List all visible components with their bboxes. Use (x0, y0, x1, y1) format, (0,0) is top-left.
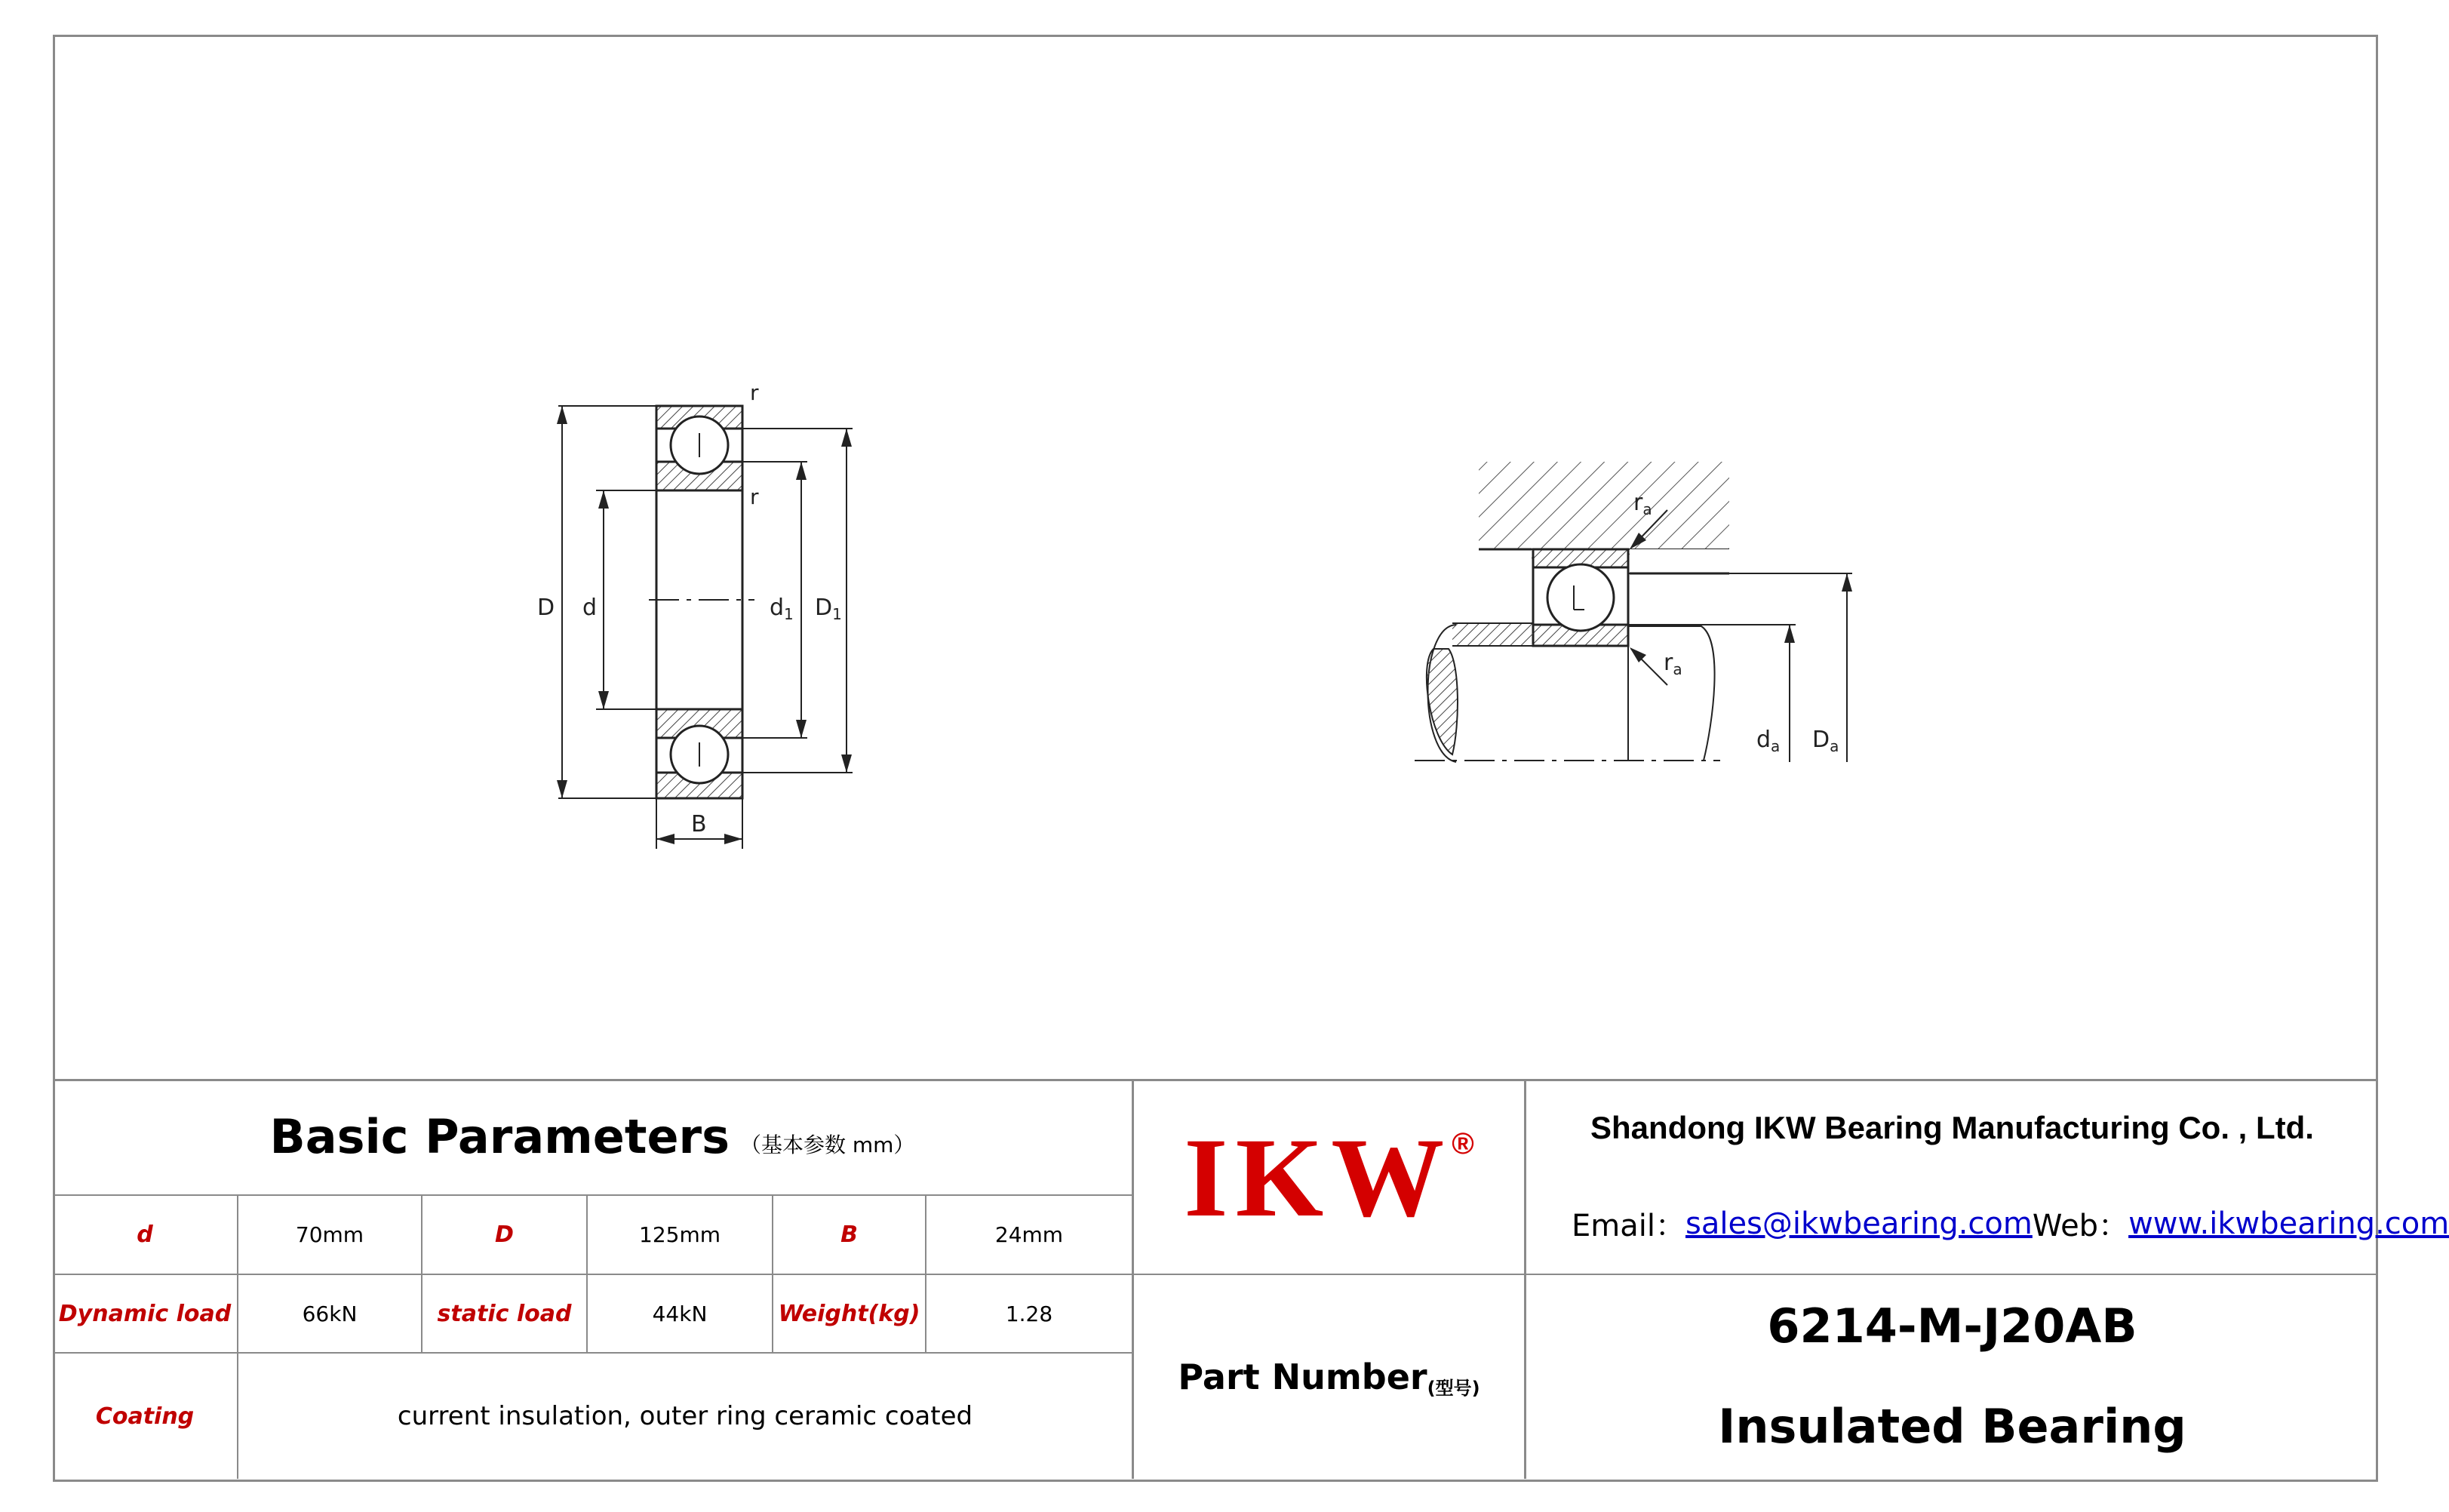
bearing-section-drawing (557, 406, 853, 849)
param-value-weight: 1.28 (1005, 1301, 1053, 1326)
param-label-coating: Coating (95, 1403, 195, 1430)
part-number: 6214-M-J20AB (1767, 1298, 2137, 1354)
title-block-table (53, 1079, 2449, 1479)
label-d: d (582, 595, 598, 621)
basic-parameters-header (53, 1079, 1132, 1194)
param-value-B: 24mm (994, 1222, 1064, 1247)
label-ra-top: $r_a$ (1633, 490, 1652, 518)
label-d1: $d_1$ (770, 595, 794, 623)
ikw-logo (1134, 1081, 1524, 1274)
param-value-static-load: 44kN (652, 1301, 708, 1326)
label-ra-bottom: $r_a$ (1664, 650, 1682, 678)
param-label-d: d (137, 1222, 153, 1248)
label-Da: $D_a$ (1812, 727, 1839, 755)
param-label-static-load: static load (437, 1300, 572, 1327)
basic-parameters-title: Basic Parameters (269, 1109, 730, 1164)
company-name: Shandong IKW Bearing Manufacturing Co. , Ltd. (1590, 1110, 2314, 1145)
param-value-coating: current insulation, outer ring ceramic coated (397, 1401, 973, 1431)
part-number-label-sub: (型号) (1427, 1377, 1480, 1399)
label-D: D (537, 595, 555, 621)
label-da: $d_a$ (1756, 727, 1781, 755)
param-value-D: 125mm (639, 1222, 721, 1247)
product-type: Insulated Bearing (1718, 1398, 2186, 1454)
company-contact (1526, 1173, 2449, 1274)
email-link[interactable]: sales@ikwbearing.com (1685, 1206, 2033, 1241)
param-label-weight: Weight(kg) (778, 1300, 920, 1327)
web-label: Web： (2032, 1209, 2129, 1243)
registered-mark: ® (1452, 1127, 1474, 1160)
param-value-d: 70mm (295, 1222, 364, 1247)
param-label-D: D (495, 1222, 514, 1248)
label-r-mid: r (750, 484, 759, 509)
param-value-dynamic-load: 66kN (302, 1301, 358, 1326)
label-r-top: r (750, 380, 759, 405)
part-number-label-cell (1134, 1275, 1524, 1479)
email-label: Email： (1572, 1209, 1685, 1243)
label-B: B (691, 811, 707, 837)
part-number-label: Part Number (1178, 1357, 1427, 1397)
label-D1: $D_1$ (815, 595, 842, 623)
web-link[interactable]: www.ikwbearing.com (2128, 1206, 2449, 1241)
param-label-dynamic-load: Dynamic load (58, 1300, 232, 1327)
param-label-B: B (840, 1222, 858, 1248)
ikw-logo-text: IKW (1184, 1114, 1452, 1240)
basic-parameters-subtitle: （基本参数 mm） (739, 1132, 915, 1157)
